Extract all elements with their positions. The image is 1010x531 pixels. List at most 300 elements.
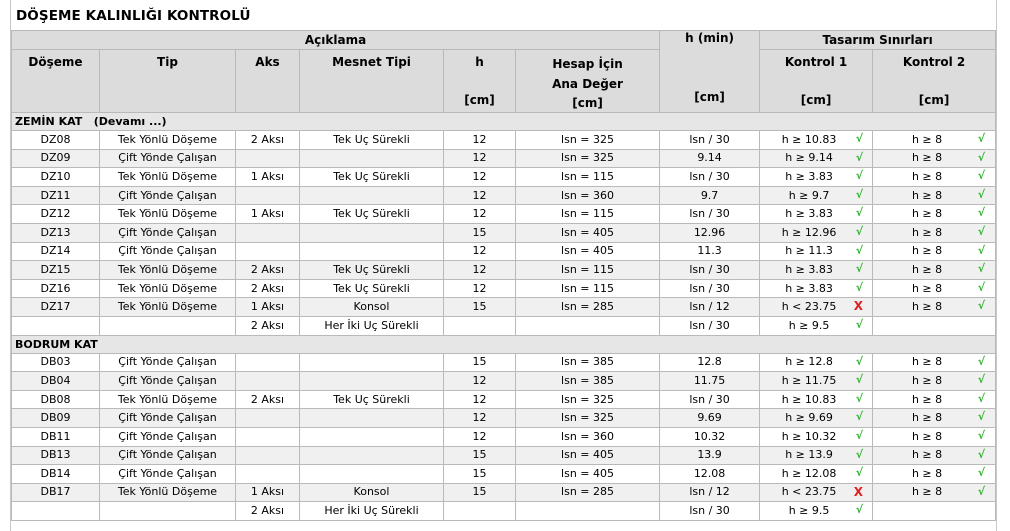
hmin-cell: lsn / 12 [660, 483, 760, 502]
base-value-cell: lsn = 325 [516, 409, 660, 428]
slab-id-cell: DB08 [12, 390, 100, 409]
kontrol2-cell [873, 483, 996, 502]
kontrol1-cell [760, 372, 873, 391]
kontrol2-cell [873, 168, 996, 187]
support-type-cell: Konsol [300, 483, 444, 502]
kontrol1-value: h ≥ 9.7 [788, 188, 830, 202]
kontrol1-value: h ≥ 12.8 [785, 355, 833, 369]
check-icon: √ [977, 206, 986, 220]
header-tasarim: Tasarım Sınırları [760, 31, 996, 50]
kontrol2-value: h ≥ 8 [911, 429, 943, 443]
header-mesnet-label: Mesnet Tipi [332, 55, 411, 69]
check-icon: √ [977, 150, 986, 164]
kontrol2-cell [873, 298, 996, 317]
h-cell: 12 [444, 149, 516, 168]
kontrol2-cell [873, 502, 996, 521]
header-kontrol2-label: Kontrol 2 [902, 55, 966, 69]
slab-id-cell: DZ09 [12, 149, 100, 168]
table-row [12, 186, 996, 205]
kontrol1-value: h ≥ 13.9 [785, 448, 833, 462]
table-row [12, 298, 996, 317]
axis-cell: 1 Aksı [236, 298, 300, 317]
axis-cell: 1 Aksı [236, 205, 300, 224]
base-value-cell: lsn = 325 [516, 390, 660, 409]
kontrol1-cell [760, 168, 873, 187]
support-type-cell: Tek Uç Sürekli [300, 205, 444, 224]
table-row [12, 242, 996, 261]
kontrol2-value: h ≥ 8 [911, 355, 943, 369]
table-row [12, 261, 996, 280]
axis-cell [236, 409, 300, 428]
check-icon: √ [855, 150, 864, 164]
kontrol2-value: h ≥ 8 [911, 448, 943, 462]
kontrol1-cell [760, 465, 873, 484]
kontrol1-value: h < 23.75 [781, 485, 837, 499]
section-title: ZEMİN KAT (Devamı ...) [12, 113, 996, 131]
slab-id-cell: DZ11 [12, 186, 100, 205]
support-type-cell [300, 446, 444, 465]
hmin-cell: 12.96 [660, 223, 760, 242]
hmin-cell: 11.3 [660, 242, 760, 261]
h-cell: 15 [444, 465, 516, 484]
slab-id-cell: DB04 [12, 372, 100, 391]
kontrol2-cell [873, 316, 996, 335]
header-aks [236, 50, 300, 113]
kontrol2-cell [873, 186, 996, 205]
type-cell: Çift Yönde Çalışan [100, 409, 236, 428]
slab-id-cell: DB09 [12, 409, 100, 428]
slab-id-cell: DZ15 [12, 261, 100, 280]
hmin-cell: lsn / 30 [660, 502, 760, 521]
check-icon: √ [977, 484, 986, 498]
table-row [12, 223, 996, 242]
type-cell: Çift Yönde Çalışan [100, 465, 236, 484]
kontrol2-value: h ≥ 8 [911, 188, 943, 202]
type-cell: Çift Yönde Çalışan [100, 372, 236, 391]
kontrol1-cell [760, 242, 873, 261]
support-type-cell: Tek Uç Sürekli [300, 131, 444, 150]
kontrol2-cell [873, 242, 996, 261]
kontrol2-cell [873, 446, 996, 465]
header-hesap-line2: Ana Değer [552, 77, 623, 91]
frame-right-line [996, 0, 997, 531]
table-row [12, 409, 996, 428]
header-tip-label: Tip [157, 55, 178, 69]
kontrol2-cell [873, 261, 996, 280]
header-hmin-label: h (min) [685, 31, 734, 45]
check-icon: √ [977, 262, 986, 276]
hmin-cell: 10.32 [660, 427, 760, 446]
support-type-cell [300, 223, 444, 242]
kontrol1-cell [760, 279, 873, 298]
header-hesap-line1: Hesap İçin [552, 57, 623, 71]
slab-id-cell: DZ12 [12, 205, 100, 224]
header-row-groups [12, 31, 996, 50]
type-cell: Tek Yönlü Döşeme [100, 390, 236, 409]
kontrol2-cell [873, 131, 996, 150]
check-icon: √ [977, 447, 986, 461]
kontrol1-value: h ≥ 10.83 [781, 392, 837, 406]
slab-id-cell: DB13 [12, 446, 100, 465]
check-icon: √ [977, 428, 986, 442]
support-type-cell: Tek Uç Sürekli [300, 261, 444, 280]
kontrol2-cell [873, 465, 996, 484]
check-icon: √ [977, 466, 986, 480]
header-hesap-unit: [cm] [572, 96, 603, 110]
kontrol1-value: h ≥ 3.83 [785, 262, 833, 276]
base-value-cell: lsn = 115 [516, 279, 660, 298]
header-doseme-label: Döşeme [28, 55, 83, 69]
section-title: BODRUM KAT [12, 335, 996, 353]
header-aks-label: Aks [255, 55, 280, 69]
hmin-cell: 11.75 [660, 372, 760, 391]
support-type-cell [300, 242, 444, 261]
header-aciklama: Açıklama [12, 31, 660, 50]
hmin-cell: lsn / 30 [660, 390, 760, 409]
kontrol1-value: h ≥ 3.83 [785, 169, 833, 183]
axis-cell: 2 Aksı [236, 279, 300, 298]
kontrol2-cell [873, 409, 996, 428]
check-icon: √ [855, 354, 864, 368]
kontrol2-value: h ≥ 8 [911, 151, 943, 165]
kontrol2-cell [873, 149, 996, 168]
h-cell: 12 [444, 427, 516, 446]
header-kontrol2 [873, 50, 996, 113]
kontrol1-value: h ≥ 10.32 [781, 429, 837, 443]
header-kontrol1-unit: [cm] [800, 93, 832, 107]
header-doseme [12, 50, 100, 113]
support-type-cell [300, 353, 444, 372]
h-cell: 12 [444, 372, 516, 391]
header-row-columns [12, 50, 996, 113]
hmin-cell: lsn / 30 [660, 261, 760, 280]
kontrol1-value: h ≥ 9.5 [788, 318, 830, 332]
header-hmin [660, 31, 760, 113]
slab-id-cell: DB03 [12, 353, 100, 372]
type-cell: Tek Yönlü Döşeme [100, 483, 236, 502]
hmin-cell: lsn / 30 [660, 168, 760, 187]
kontrol1-value: h ≥ 9.14 [785, 151, 833, 165]
kontrol1-cell [760, 353, 873, 372]
check-icon: √ [855, 373, 864, 387]
check-icon: √ [855, 410, 864, 424]
type-cell: Çift Yönde Çalışan [100, 186, 236, 205]
kontrol2-value: h ≥ 8 [911, 392, 943, 406]
hmin-cell: lsn / 30 [660, 316, 760, 335]
section-header [12, 113, 996, 131]
axis-cell [236, 372, 300, 391]
type-cell: Çift Yönde Çalışan [100, 223, 236, 242]
check-icon: √ [855, 132, 864, 145]
kontrol1-cell [760, 390, 873, 409]
kontrol1-cell [760, 483, 873, 502]
table-row [12, 372, 996, 391]
type-cell: Tek Yönlü Döşeme [100, 279, 236, 298]
kontrol2-value: h ≥ 8 [911, 411, 943, 425]
check-icon: √ [977, 243, 986, 257]
table-row [12, 168, 996, 187]
kontrol1-value: h ≥ 10.83 [781, 132, 837, 146]
hmin-cell: 9.69 [660, 409, 760, 428]
axis-cell [236, 427, 300, 446]
table-row [12, 446, 996, 465]
cross-icon: X [853, 299, 864, 314]
check-icon: √ [855, 169, 864, 183]
h-cell: 12 [444, 131, 516, 150]
base-value-cell [516, 502, 660, 521]
check-icon: √ [977, 410, 986, 424]
check-icon: √ [977, 373, 986, 387]
kontrol2-cell [873, 279, 996, 298]
slab-id-cell [12, 502, 100, 521]
kontrol2-cell [873, 353, 996, 372]
type-cell: Çift Yönde Çalışan [100, 353, 236, 372]
kontrol2-value: h ≥ 8 [911, 485, 943, 499]
header-mesnet [300, 50, 444, 113]
h-cell: 12 [444, 390, 516, 409]
kontrol2-cell [873, 372, 996, 391]
header-kontrol1-label: Kontrol 1 [784, 55, 848, 69]
axis-cell [236, 186, 300, 205]
base-value-cell: lsn = 115 [516, 205, 660, 224]
check-icon: √ [855, 280, 864, 294]
kontrol1-cell [760, 205, 873, 224]
h-cell [444, 502, 516, 521]
support-type-cell [300, 186, 444, 205]
h-cell: 12 [444, 279, 516, 298]
kontrol1-value: h ≥ 11.3 [785, 244, 833, 258]
hmin-cell: 9.7 [660, 186, 760, 205]
check-icon: √ [977, 132, 986, 145]
type-cell: Tek Yönlü Döşeme [100, 168, 236, 187]
h-cell: 15 [444, 353, 516, 372]
check-icon: √ [977, 299, 986, 313]
kontrol2-cell [873, 205, 996, 224]
check-icon: √ [855, 317, 864, 331]
header-hesap [516, 50, 660, 113]
cross-icon: X [853, 484, 864, 499]
type-cell: Çift Yönde Çalışan [100, 427, 236, 446]
slab-id-cell: DZ10 [12, 168, 100, 187]
kontrol2-value: h ≥ 8 [911, 262, 943, 276]
axis-cell [236, 465, 300, 484]
slab-id-cell: DB17 [12, 483, 100, 502]
check-icon: √ [977, 224, 986, 238]
slab-id-cell: DZ08 [12, 131, 100, 150]
header-hmin-unit: [cm] [694, 90, 725, 104]
support-type-cell: Her İki Uç Sürekli [300, 502, 444, 521]
axis-cell: 2 Aksı [236, 390, 300, 409]
table-row [12, 427, 996, 446]
table-row [12, 390, 996, 409]
base-value-cell: lsn = 115 [516, 261, 660, 280]
kontrol2-value: h ≥ 8 [911, 373, 943, 387]
kontrol2-value: h ≥ 8 [911, 132, 943, 146]
check-icon: √ [977, 391, 986, 405]
hmin-cell: lsn / 30 [660, 279, 760, 298]
type-cell: Çift Yönde Çalışan [100, 446, 236, 465]
hmin-cell: 12.08 [660, 465, 760, 484]
axis-cell: 2 Aksı [236, 316, 300, 335]
header-kontrol1 [760, 50, 873, 113]
section-header [12, 335, 996, 353]
base-value-cell: lsn = 360 [516, 427, 660, 446]
type-cell: Çift Yönde Çalışan [100, 149, 236, 168]
h-cell [444, 316, 516, 335]
kontrol1-cell [760, 149, 873, 168]
header-tip [100, 50, 236, 113]
kontrol2-cell [873, 223, 996, 242]
header-h-unit: [cm] [464, 93, 495, 107]
kontrol1-value: h ≥ 11.75 [781, 373, 837, 387]
type-cell: Tek Yönlü Döşeme [100, 131, 236, 150]
hmin-cell: lsn / 30 [660, 131, 760, 150]
kontrol2-cell [873, 390, 996, 409]
h-cell: 12 [444, 242, 516, 261]
slab-id-cell: DZ14 [12, 242, 100, 261]
hmin-cell: 9.14 [660, 149, 760, 168]
check-icon: √ [977, 280, 986, 294]
support-type-cell: Tek Uç Sürekli [300, 168, 444, 187]
header-h [444, 50, 516, 113]
table-row [12, 465, 996, 484]
kontrol1-value: h < 23.75 [781, 300, 837, 314]
table-row [12, 131, 996, 150]
kontrol2-value: h ≥ 8 [911, 300, 943, 314]
kontrol1-value: h ≥ 9.5 [788, 504, 830, 518]
kontrol1-value: h ≥ 3.83 [785, 281, 833, 295]
table-row [12, 279, 996, 298]
axis-cell [236, 242, 300, 261]
type-cell: Çift Yönde Çalışan [100, 242, 236, 261]
h-cell: 15 [444, 483, 516, 502]
base-value-cell: lsn = 405 [516, 242, 660, 261]
kontrol2-value: h ≥ 8 [911, 466, 943, 480]
axis-cell [236, 446, 300, 465]
support-type-cell: Konsol [300, 298, 444, 317]
axis-cell: 2 Aksı [236, 261, 300, 280]
type-cell [100, 316, 236, 335]
h-cell: 12 [444, 168, 516, 187]
kontrol1-cell [760, 316, 873, 335]
base-value-cell: lsn = 285 [516, 483, 660, 502]
h-cell: 12 [444, 186, 516, 205]
slab-id-cell: DZ13 [12, 223, 100, 242]
base-value-cell: lsn = 405 [516, 446, 660, 465]
table-row [12, 205, 996, 224]
type-cell: Tek Yönlü Döşeme [100, 298, 236, 317]
check-icon: √ [855, 187, 864, 201]
header-h-label: h [475, 55, 484, 69]
table-body [12, 31, 996, 521]
kontrol2-value: h ≥ 8 [911, 207, 943, 221]
header-kontrol2-unit: [cm] [918, 93, 950, 107]
base-value-cell: lsn = 405 [516, 223, 660, 242]
slab-thickness-table [11, 30, 996, 521]
support-type-cell [300, 409, 444, 428]
base-value-cell [516, 316, 660, 335]
check-icon: √ [855, 428, 864, 442]
axis-cell: 2 Aksı [236, 502, 300, 521]
table-row [12, 353, 996, 372]
kontrol2-value: h ≥ 8 [911, 281, 943, 295]
slab-id-cell: DZ16 [12, 279, 100, 298]
axis-cell: 2 Aksı [236, 131, 300, 150]
kontrol2-value: h ≥ 8 [911, 225, 943, 239]
axis-cell: 1 Aksı [236, 168, 300, 187]
slab-id-cell: DB11 [12, 427, 100, 446]
check-icon: √ [977, 187, 986, 201]
check-icon: √ [977, 169, 986, 183]
slab-id-cell: DZ17 [12, 298, 100, 317]
kontrol1-cell [760, 131, 873, 150]
base-value-cell: lsn = 360 [516, 186, 660, 205]
h-cell: 12 [444, 261, 516, 280]
check-icon: √ [977, 354, 986, 368]
kontrol1-cell [760, 446, 873, 465]
type-cell: Tek Yönlü Döşeme [100, 205, 236, 224]
kontrol1-value: h ≥ 12.96 [781, 225, 837, 239]
base-value-cell: lsn = 115 [516, 168, 660, 187]
kontrol1-cell [760, 409, 873, 428]
support-type-cell: Tek Uç Sürekli [300, 279, 444, 298]
kontrol1-value: h ≥ 12.08 [781, 466, 837, 480]
kontrol1-value: h ≥ 9.69 [785, 411, 833, 425]
slab-id-cell [12, 316, 100, 335]
kontrol1-value: h ≥ 3.83 [785, 207, 833, 221]
table-row [12, 149, 996, 168]
base-value-cell: lsn = 285 [516, 298, 660, 317]
kontrol1-cell [760, 502, 873, 521]
check-icon: √ [855, 503, 864, 517]
kontrol1-cell [760, 223, 873, 242]
type-cell [100, 502, 236, 521]
support-type-cell: Tek Uç Sürekli [300, 390, 444, 409]
kontrol2-cell [873, 427, 996, 446]
h-cell: 15 [444, 223, 516, 242]
report-title: DÖŞEME KALINLIĞI KONTROLÜ [16, 8, 251, 24]
h-cell: 15 [444, 446, 516, 465]
check-icon: √ [855, 243, 864, 257]
support-type-cell [300, 149, 444, 168]
hmin-cell: lsn / 12 [660, 298, 760, 317]
axis-cell: 1 Aksı [236, 483, 300, 502]
kontrol2-value: h ≥ 8 [911, 244, 943, 258]
kontrol1-cell [760, 427, 873, 446]
hmin-cell: 13.9 [660, 446, 760, 465]
check-icon: √ [855, 262, 864, 276]
base-value-cell: lsn = 325 [516, 131, 660, 150]
kontrol1-cell [760, 261, 873, 280]
check-icon: √ [855, 391, 864, 405]
table-row [12, 502, 996, 521]
check-icon: √ [855, 224, 864, 238]
support-type-cell [300, 372, 444, 391]
support-type-cell [300, 465, 444, 484]
kontrol1-cell [760, 186, 873, 205]
check-icon: √ [855, 206, 864, 220]
table-row [12, 483, 996, 502]
base-value-cell: lsn = 325 [516, 149, 660, 168]
kontrol1-cell [760, 298, 873, 317]
check-icon: √ [855, 447, 864, 461]
slab-id-cell: DB14 [12, 465, 100, 484]
h-cell: 12 [444, 205, 516, 224]
type-cell: Tek Yönlü Döşeme [100, 261, 236, 280]
axis-cell [236, 223, 300, 242]
base-value-cell: lsn = 385 [516, 372, 660, 391]
hmin-cell: lsn / 30 [660, 205, 760, 224]
